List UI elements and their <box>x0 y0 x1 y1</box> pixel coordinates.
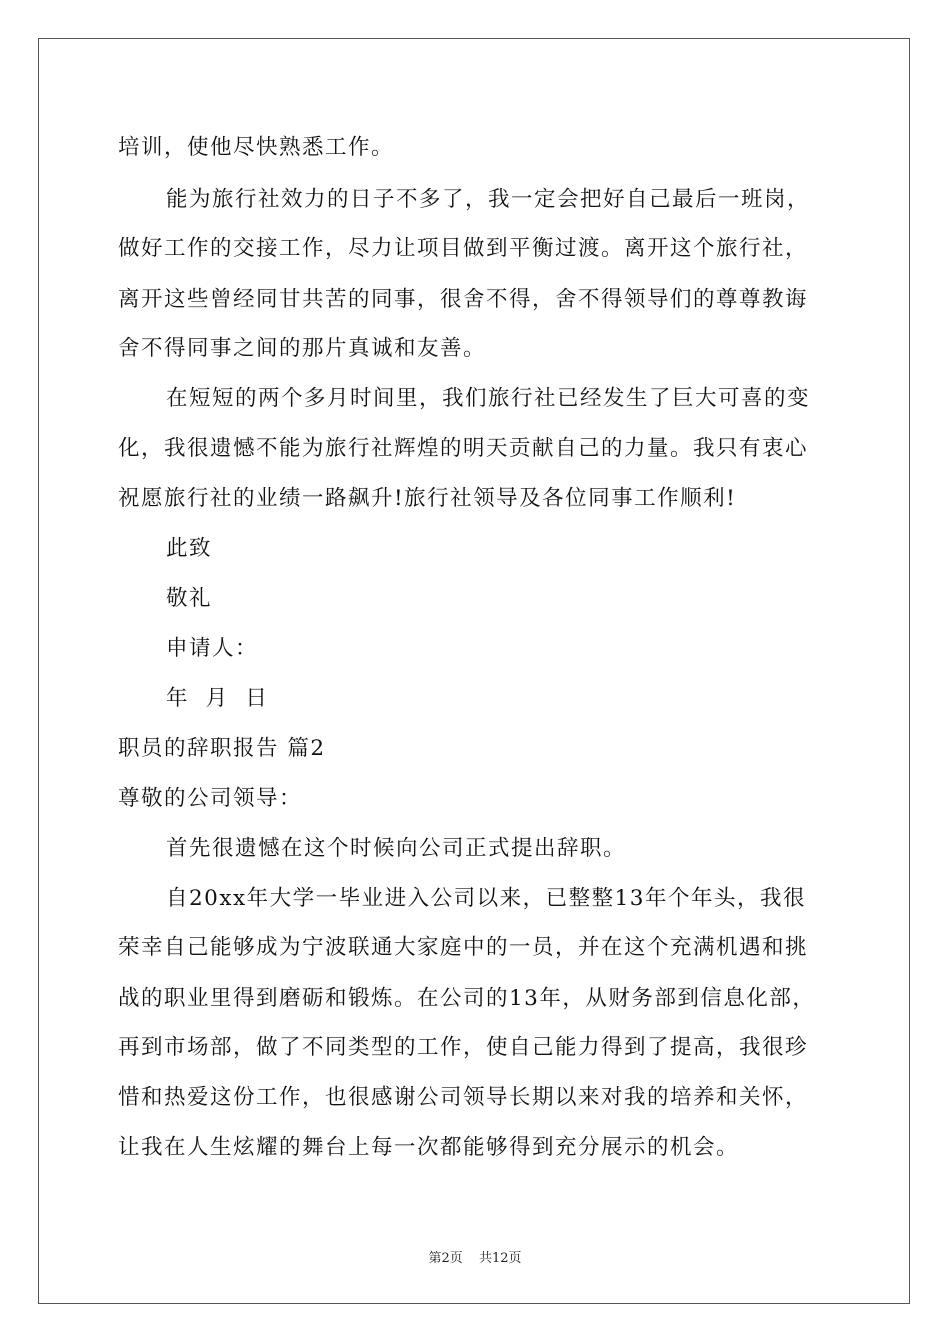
text-line: 自20xx年大学一毕业进入公司以来，已整整13年个年头，我很 <box>166 886 806 911</box>
text-line: 舍不得同事之间的那片真诚和友善。 <box>118 336 487 361</box>
text-line: 化，我很遗憾不能为旅行社辉煌的明天贡献自己的力量。我只有衷心 <box>118 436 809 461</box>
page-number: 第2页 <box>428 1251 463 1266</box>
text-line: 离开这些曾经同甘共苦的同事，很舍不得，舍不得领导们的尊尊教诲 <box>118 287 809 312</box>
page-footer <box>0 1247 950 1266</box>
closing-salutation: 此致 <box>166 536 213 561</box>
text-line: 战的职业里得到磨砺和锻炼。在公司的13年，从财务部到信息化部， <box>118 986 816 1011</box>
text-line: 让我在人生炫耀的舞台上每一次都能够得到充分展示的机会。 <box>118 1135 740 1160</box>
page-frame <box>38 38 910 1304</box>
text-line: 荣幸自己能够成为宁波联通大家庭中的一员，并在这个充满机遇和挑 <box>118 935 809 960</box>
text-line: 再到市场部，做了不同类型的工作，使自己能力得到了提高，我很珍 <box>118 1035 809 1060</box>
section-title: 职员的辞职报告 篇2 <box>118 736 326 761</box>
text-line: 培训，使他尽快熟悉工作。 <box>118 135 395 160</box>
date-label: 年 月 日 <box>166 686 269 711</box>
text-line: 在短短的两个多月时间里，我们旅行社已经发生了巨大可喜的变 <box>166 386 811 411</box>
text-line: 做好工作的交接工作，尽力让项目做到平衡过渡。离开这个旅行社， <box>118 236 809 261</box>
page-total: 共12页 <box>478 1251 522 1266</box>
text-line: 惜和热爱这份工作，也很感谢公司领导长期以来对我的培养和关怀， <box>118 1085 809 1110</box>
text-line: 祝愿旅行社的业绩一路飙升!旅行社领导及各位同事工作顺利! <box>118 486 737 511</box>
text-line: 能为旅行社效力的日子不多了，我一定会把好自己最后一班岗， <box>166 187 811 212</box>
closing-regards: 敬礼 <box>166 586 213 611</box>
text-line: 首先很遗憾在这个时候向公司正式提出辞职。 <box>166 836 627 861</box>
applicant-label: 申请人： <box>166 636 259 661</box>
greeting: 尊敬的公司领导： <box>118 786 303 811</box>
